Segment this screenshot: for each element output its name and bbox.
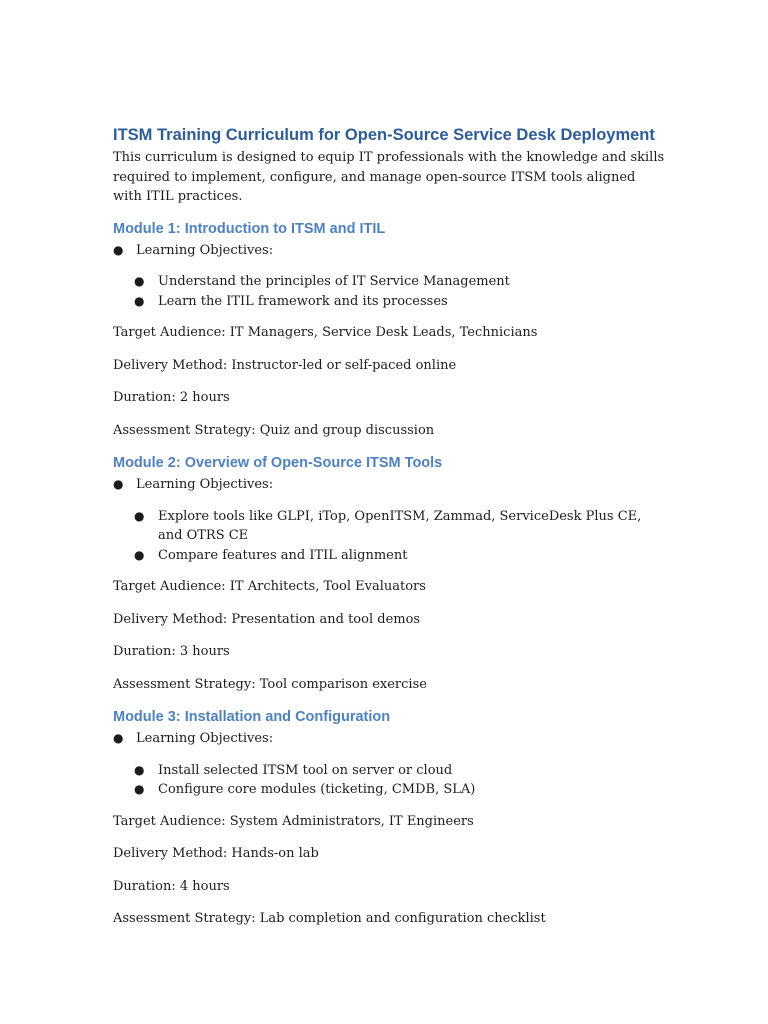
objectives-label-item [113,729,668,749]
duration: Duration: 2 hours [113,390,230,405]
module-2 [113,453,668,694]
objectives-label-item [113,475,668,495]
objectives-sublist [113,507,668,566]
objectives-label-item [113,241,668,261]
module-1 [113,219,668,441]
bullet-icon: ● [134,508,145,523]
list-item [113,507,668,546]
intro-paragraph: This curriculum is designed to equip IT professionals with the knowledge and skills required to implement, configure, and manage open-source ITSM tools aligned with ITIL practices. [113,150,665,204]
objective-text: Explore tools like GLPI, iTop, OpenITSM, Zammad, ServiceDesk Plus CE, and OTRS CE [158,508,642,543]
objectives-label: Learning Objectives: [136,477,274,492]
module-heading: Module 2: Overview of Open-Source ITSM Tools [113,455,443,471]
list-item [113,292,668,312]
assessment-strategy: Assessment Strategy: Lab completion and configuration checklist [113,911,546,926]
duration: Duration: 4 hours [113,878,230,894]
list-item [113,780,668,800]
bullet-icon: ● [134,782,145,796]
document-title: ITSM Training Curriculum for Open-Source Service Desk Deployment [113,126,655,144]
module-3 [113,707,668,929]
duration: Duration: 3 hours [113,644,230,659]
objective-text: Install selected ITSM tool on server or cloud [158,762,453,778]
objective-text: Learn the ITIL framework and its processes [158,293,448,309]
assessment-strategy: Assessment Strategy: Quiz and group discussion [113,422,435,438]
bullet-icon: ● [134,547,145,562]
module-heading: Module 3: Installation and Configuration [113,709,391,725]
bullet-icon: ● [113,731,124,745]
delivery-method: Delivery Method: Instructor-led or self-paced online [113,357,457,373]
bullet-icon: ● [134,762,145,777]
target-audience: Target Audience: IT Architects, Tool Evaluators [113,579,426,594]
objectives-sublist [113,272,668,311]
assessment-strategy: Assessment Strategy: Tool comparison exercise [113,676,427,692]
objective-text: Compare features and ITIL alignment [158,547,408,563]
target-audience: Target Audience: IT Managers, Service Desk Leads, Technicians [113,325,538,340]
delivery-method: Delivery Method: Hands-on lab [113,846,319,861]
objective-text: Configure core modules (ticketing, CMDB, SLA) [158,782,476,797]
objectives-label: Learning Objectives: [136,731,274,746]
list-item [113,546,668,566]
objectives-list [113,241,668,261]
objective-text: Understand the principles of IT Service Management [158,274,510,289]
delivery-method: Delivery Method: Presentation and tool demos [113,611,421,627]
objectives-label: Learning Objectives: [136,242,274,258]
list-item [113,761,668,781]
bullet-icon: ● [134,274,145,288]
bullet-icon: ● [113,242,124,257]
bullet-icon: ● [134,293,145,308]
objectives-list [113,729,668,749]
bullet-icon: ● [113,477,124,491]
objectives-sublist [113,761,668,800]
target-audience: Target Audience: System Administrators, IT Engineers [113,813,474,829]
module-heading: Module 1: Introduction to ITSM and ITIL [113,220,386,237]
objectives-list [113,475,668,495]
list-item [113,272,668,292]
